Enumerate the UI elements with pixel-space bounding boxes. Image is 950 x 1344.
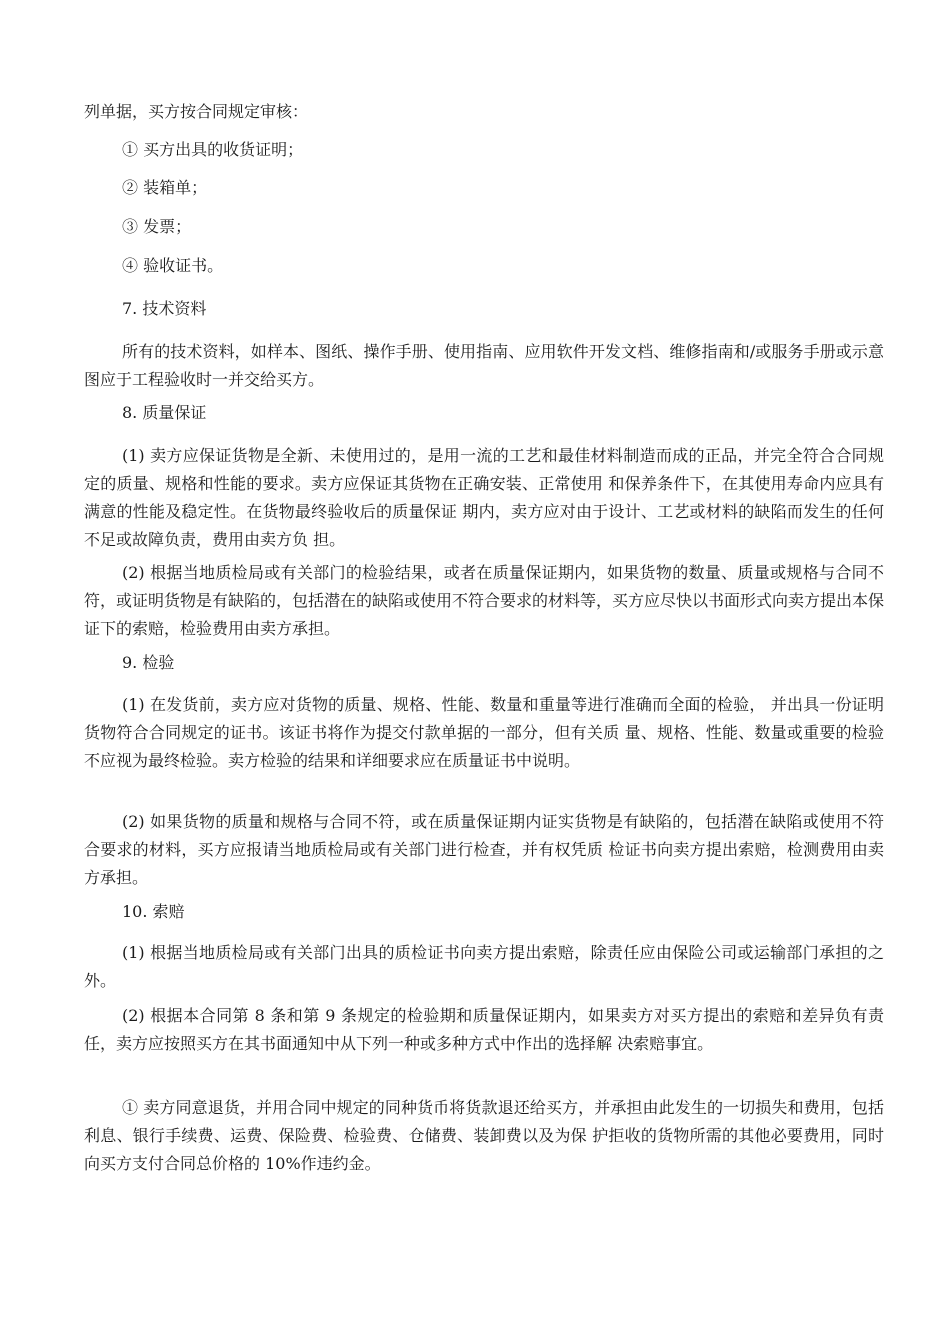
paragraph: (2) 根据当地质检局或有关部门的检验结果，或者在质量保证期内，如果货物的数量、质量或规格与合同不符，或证明货物是有缺陷的，包括潜在的缺陷或使用不符合要求的材料等，买方应尽快以书面形式向卖方提出本保证下的索赔，检验费用由卖方承担。	[84, 563, 885, 638]
list-item: ③ 发票；	[122, 217, 192, 236]
list-item: ① 买方出具的收货证明；	[122, 140, 304, 159]
paragraph: ① 卖方同意退货，并用合同中规定的同种货币将货款退还给买方，并承担由此发生的一切损失和费用，包括利息、银行手续费、运费、保险费、检验费、仓储费、装卸费以及为保 护拒收的货物所需的其他必要费用，同时向买方支付合同总价格的 10%作违约金。	[84, 1098, 884, 1173]
list-item: ④ 验收证书。	[122, 256, 224, 275]
section-heading: 9. 检验	[122, 653, 175, 672]
paragraph: 所有的技术资料，如样本、图纸、操作手册、使用指南、应用软件开发文档、维修指南和/或服务手册或示意图应于工程验收时一并交给买方。	[84, 342, 884, 389]
paragraph: (1) 根据当地质检局或有关部门出具的质检证书向卖方提出索赔，除责任应由保险公司或运输部门承担的之外。	[84, 943, 884, 990]
section-heading: 8. 质量保证	[122, 403, 207, 422]
section-heading: 7. 技术资料	[122, 299, 207, 318]
paragraph-continuation: 列单据，买方按合同规定审核：	[84, 102, 309, 121]
paragraph: (1) 卖方应保证货物是全新、未使用过的，是用一流的工艺和最佳材料制造而成的正品，并完全符合合同规定的质量、规格和性能的要求。卖方应保证其货物在正确安装、正常使用 和保养条件下，在其使用寿命内应具有满意的性能及稳定性。在货物最终验收后的质量保证 期内，卖方应对由于设计、工艺或材料的缺陷而发生的任何不足或故障负责，费用由卖方负 担。	[84, 446, 884, 549]
paragraph: (2) 根据本合同第 8 条和第 9 条规定的检验期和质量保证期内，如果卖方对买方提出的索赔和差异负有责任，卖方应按照买方在其书面通知中从下列一种或多种方式中作出的选择解 决索赔事宜。	[84, 1006, 884, 1053]
list-item: ② 装箱单；	[122, 178, 208, 197]
paragraph: (2) 如果货物的质量和规格与合同不符，或在质量保证期内证实货物是有缺陷的，包括潜在缺陷或使用不符合要求的材料，买方应报请当地质检局或有关部门进行检查，并有权凭质 检证书向卖方提出索赔，检测费用由卖方承担。	[84, 812, 884, 887]
paragraph: (1) 在发货前，卖方应对货物的质量、规格、性能、数量和重量等进行准确而全面的检验， 并出具一份证明货物符合合同规定的证书。该证书将作为提交付款单据的一部分，但有关质 量、规格、性能、数量或重要的检验不应视为最终检验。卖方检验的结果和详细要求应在质量证书中说明。	[84, 695, 884, 770]
section-heading: 10. 索赔	[122, 902, 185, 921]
